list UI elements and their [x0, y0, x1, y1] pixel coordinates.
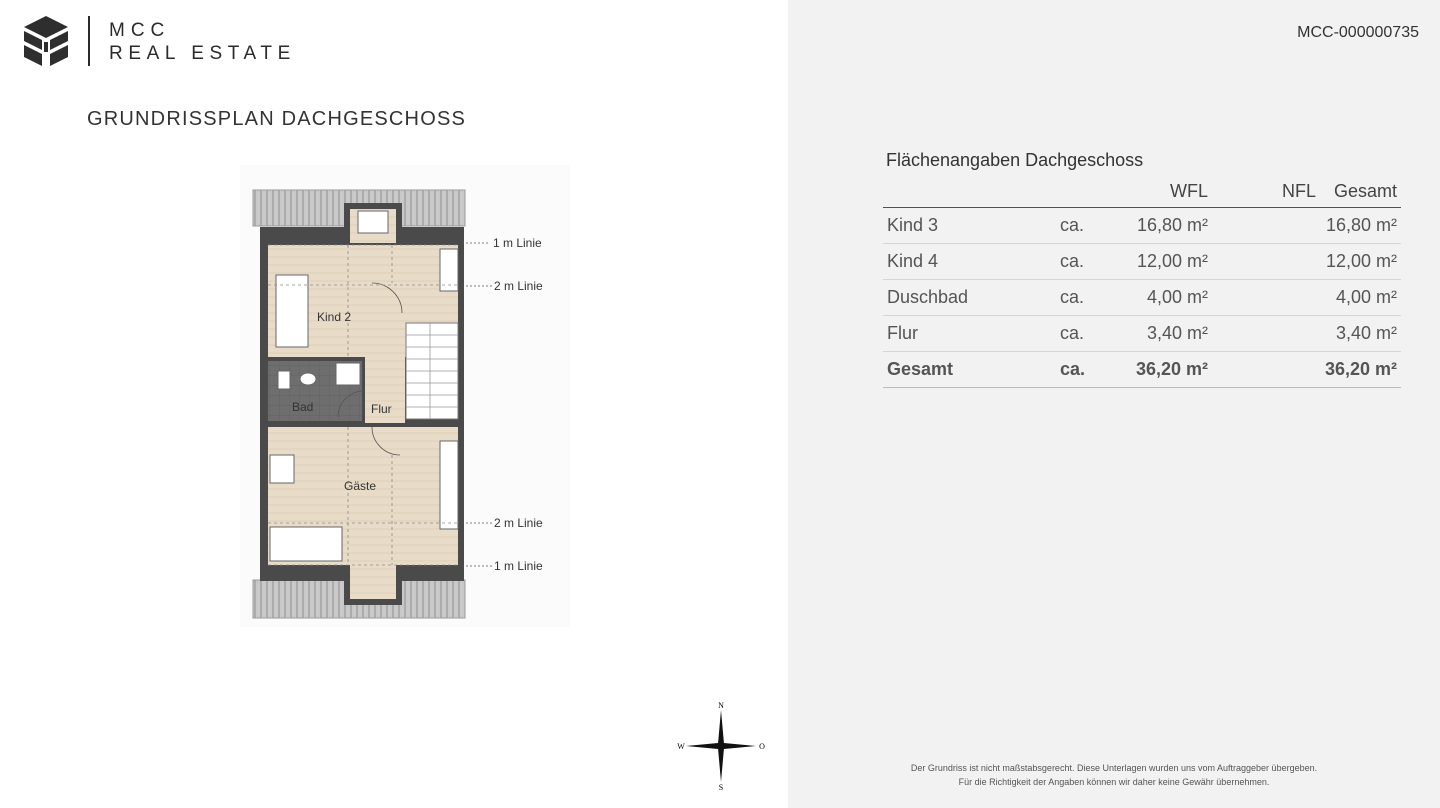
page-title: GRUNDRISSPLAN DACHGESCHOSS — [87, 108, 467, 130]
table-row — [883, 244, 1401, 280]
desk-gaeste — [270, 455, 294, 483]
total-nfl — [1212, 352, 1320, 388]
row-nfl — [1212, 208, 1320, 244]
row-wfl: 4,00 m² — [1104, 280, 1212, 316]
company-logo — [22, 16, 322, 68]
floorplan — [240, 165, 570, 627]
row-gesamt: 3,40 m² — [1320, 316, 1401, 352]
row-wfl: 16,80 m² — [1104, 208, 1212, 244]
table-total-row — [883, 352, 1401, 388]
area-table — [883, 177, 1401, 388]
area-table-header-row — [883, 177, 1401, 208]
header-empty — [1056, 177, 1104, 208]
total-gesamt: 36,20 m² — [1320, 352, 1401, 388]
label-top-2m: 2 m Linie — [494, 279, 543, 293]
table-row — [883, 280, 1401, 316]
total-ca: ca. — [1056, 352, 1104, 388]
label-flur: Flur — [371, 402, 392, 416]
toilet — [278, 371, 290, 389]
logo-text-line2: REAL ESTATE — [109, 43, 296, 64]
row-nfl — [1212, 280, 1320, 316]
wardrobe-gaeste — [440, 441, 458, 529]
row-gesamt: 12,00 m² — [1320, 244, 1401, 280]
row-nfl — [1212, 316, 1320, 352]
row-ca: ca. — [1056, 280, 1104, 316]
row-name: Duschbad — [883, 280, 1056, 316]
bed-kind2 — [276, 275, 308, 347]
logo-text-line1: MCC — [109, 20, 171, 41]
header-nfl: NFL — [1212, 177, 1320, 208]
area-table-section — [883, 150, 1401, 388]
row-name: Flur — [883, 316, 1056, 352]
logo-mark-icon — [22, 16, 70, 68]
row-nfl — [1212, 244, 1320, 280]
label-kind2: Kind 2 — [317, 310, 352, 324]
label-bottom-2m: 2 m Linie — [494, 516, 543, 530]
row-name: Kind 3 — [883, 208, 1056, 244]
bed-gaeste — [270, 527, 342, 561]
row-ca: ca. — [1056, 208, 1104, 244]
right-panel — [788, 0, 1440, 808]
header-empty — [883, 177, 1056, 208]
compass-w: W — [677, 742, 685, 751]
disclaimer — [788, 761, 1440, 789]
header-wfl: WFL — [1104, 177, 1212, 208]
row-name: Kind 4 — [883, 244, 1056, 280]
table-row — [883, 208, 1401, 244]
label-top-1m: 1 m Linie — [493, 236, 542, 250]
compass-o: O — [759, 742, 765, 751]
disclaimer-line2: Für die Richtigkeit der Angaben können wir daher keine Gewähr übernehmen. — [958, 777, 1270, 787]
compass-n: N — [718, 701, 724, 710]
header-gesamt: Gesamt — [1320, 177, 1401, 208]
total-name: Gesamt — [883, 352, 1056, 388]
dormer-bottom-floor — [350, 565, 396, 599]
desk-dormer — [358, 211, 388, 233]
table-row — [883, 316, 1401, 352]
row-ca: ca. — [1056, 244, 1104, 280]
label-bad: Bad — [292, 400, 314, 414]
row-gesamt: 4,00 m² — [1320, 280, 1401, 316]
row-ca: ca. — [1056, 316, 1104, 352]
row-gesamt: 16,80 m² — [1320, 208, 1401, 244]
reference-id: MCC-000000735 — [1297, 24, 1419, 41]
total-wfl: 36,20 m² — [1104, 352, 1212, 388]
compass-s: S — [718, 783, 724, 792]
label-bottom-1m: 1 m Linie — [494, 559, 543, 573]
row-wfl: 12,00 m² — [1104, 244, 1212, 280]
area-table-heading: Flächenangaben Dachgeschoss — [886, 150, 1144, 170]
sink — [300, 373, 316, 385]
compass-rose-icon — [676, 700, 766, 792]
row-wfl: 3,40 m² — [1104, 316, 1212, 352]
shower — [336, 363, 360, 385]
logo-divider — [88, 16, 90, 66]
disclaimer-line1: Der Grundriss ist nicht maßstabsgerecht. Diese Unterlagen wurden uns vom Auftraggeber übergeben. — [910, 763, 1318, 773]
floorplan-drawing — [240, 165, 570, 627]
compass — [676, 700, 766, 792]
label-gaeste: Gäste — [344, 479, 377, 493]
